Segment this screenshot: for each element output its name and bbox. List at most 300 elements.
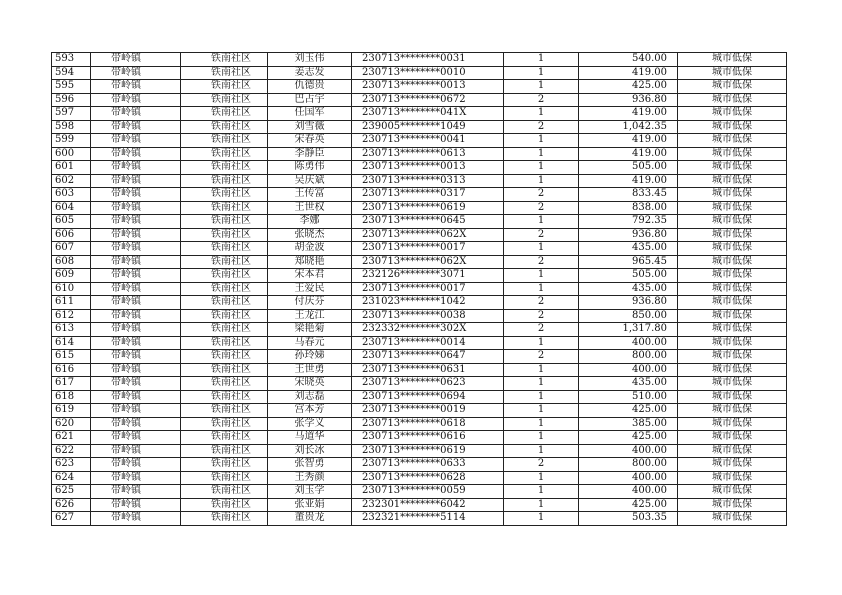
town-cell: 带岭镇: [91, 174, 181, 188]
assistance-type-cell: 城市低保: [678, 174, 787, 188]
row-number: 620: [52, 417, 91, 431]
assistance-type-cell: 城市低保: [678, 228, 787, 242]
amount-cell: 425.00: [579, 498, 678, 512]
assistance-type-cell: 城市低保: [678, 188, 787, 202]
community-cell: 铁南社区: [181, 498, 268, 512]
row-number: 605: [52, 215, 91, 229]
amount-cell: 400.00: [579, 471, 678, 485]
id-number-cell: 230713********0645: [352, 215, 504, 229]
name-cell: 付庆芬: [268, 296, 352, 310]
community-cell: 铁南社区: [181, 390, 268, 404]
row-number: 609: [52, 269, 91, 283]
table-row: [52, 390, 787, 404]
town-cell: 带岭镇: [91, 404, 181, 418]
id-number-cell: 230713********0059: [352, 485, 504, 499]
table-body: [52, 53, 787, 526]
table-row: [52, 485, 787, 499]
name-cell: 刘玉学: [268, 485, 352, 499]
household-count-cell: 2: [504, 188, 579, 202]
amount-cell: 936.80: [579, 296, 678, 310]
table-row: [52, 417, 787, 431]
household-count-cell: 1: [504, 512, 579, 526]
town-cell: 带岭镇: [91, 228, 181, 242]
id-number-cell: 230713********0038: [352, 309, 504, 323]
household-count-cell: 1: [504, 485, 579, 499]
community-cell: 铁南社区: [181, 228, 268, 242]
table-row: [52, 404, 787, 418]
town-cell: 带岭镇: [91, 512, 181, 526]
town-cell: 带岭镇: [91, 201, 181, 215]
household-count-cell: 1: [504, 269, 579, 283]
assistance-type-cell: 城市低保: [678, 269, 787, 283]
table-row: [52, 309, 787, 323]
row-number: 623: [52, 458, 91, 472]
beneficiary-table: [51, 52, 787, 526]
table-row: [52, 93, 787, 107]
name-cell: 王龙江: [268, 309, 352, 323]
community-cell: 铁南社区: [181, 174, 268, 188]
name-cell: 任国军: [268, 107, 352, 121]
community-cell: 铁南社区: [181, 242, 268, 256]
town-cell: 带岭镇: [91, 80, 181, 94]
town-cell: 带岭镇: [91, 134, 181, 148]
amount-cell: 435.00: [579, 242, 678, 256]
amount-cell: 936.80: [579, 93, 678, 107]
table-row: [52, 53, 787, 67]
community-cell: 铁南社区: [181, 282, 268, 296]
community-cell: 铁南社区: [181, 350, 268, 364]
assistance-type-cell: 城市低保: [678, 431, 787, 445]
community-cell: 铁南社区: [181, 336, 268, 350]
town-cell: 带岭镇: [91, 269, 181, 283]
town-cell: 带岭镇: [91, 377, 181, 391]
community-cell: 铁南社区: [181, 309, 268, 323]
table-row: [52, 269, 787, 283]
town-cell: 带岭镇: [91, 350, 181, 364]
town-cell: 带岭镇: [91, 93, 181, 107]
id-number-cell: 230713********0317: [352, 188, 504, 202]
assistance-type-cell: 城市低保: [678, 444, 787, 458]
household-count-cell: 2: [504, 309, 579, 323]
row-number: 599: [52, 134, 91, 148]
id-number-cell: 231023********1042: [352, 296, 504, 310]
amount-cell: 435.00: [579, 282, 678, 296]
household-count-cell: 2: [504, 120, 579, 134]
community-cell: 铁南社区: [181, 512, 268, 526]
row-number: 600: [52, 147, 91, 161]
name-cell: 张亚娟: [268, 498, 352, 512]
table-row: [52, 282, 787, 296]
town-cell: 带岭镇: [91, 336, 181, 350]
row-number: 610: [52, 282, 91, 296]
community-cell: 铁南社区: [181, 201, 268, 215]
household-count-cell: 2: [504, 350, 579, 364]
table-row: [52, 242, 787, 256]
amount-cell: 400.00: [579, 336, 678, 350]
id-number-cell: 230713********0313: [352, 174, 504, 188]
community-cell: 铁南社区: [181, 134, 268, 148]
community-cell: 铁南社区: [181, 458, 268, 472]
name-cell: 仇德贵: [268, 80, 352, 94]
row-number: 606: [52, 228, 91, 242]
community-cell: 铁南社区: [181, 377, 268, 391]
household-count-cell: 1: [504, 417, 579, 431]
assistance-type-cell: 城市低保: [678, 134, 787, 148]
row-number: 593: [52, 53, 91, 67]
name-cell: 孙玲娣: [268, 350, 352, 364]
community-cell: 铁南社区: [181, 120, 268, 134]
amount-cell: 425.00: [579, 431, 678, 445]
household-count-cell: 2: [504, 296, 579, 310]
community-cell: 铁南社区: [181, 93, 268, 107]
town-cell: 带岭镇: [91, 363, 181, 377]
row-number: 617: [52, 377, 91, 391]
household-count-cell: 2: [504, 228, 579, 242]
row-number: 626: [52, 498, 91, 512]
name-cell: 宋春英: [268, 134, 352, 148]
row-number: 596: [52, 93, 91, 107]
table-row: [52, 498, 787, 512]
assistance-type-cell: 城市低保: [678, 377, 787, 391]
amount-cell: 419.00: [579, 107, 678, 121]
household-count-cell: 2: [504, 323, 579, 337]
name-cell: 刘志磊: [268, 390, 352, 404]
id-number-cell: 230713********062X: [352, 255, 504, 269]
id-number-cell: 230713********0628: [352, 471, 504, 485]
town-cell: 带岭镇: [91, 255, 181, 269]
name-cell: 张晓杰: [268, 228, 352, 242]
id-number-cell: 230713********0613: [352, 147, 504, 161]
assistance-type-cell: 城市低保: [678, 66, 787, 80]
community-cell: 铁南社区: [181, 188, 268, 202]
community-cell: 铁南社区: [181, 296, 268, 310]
community-cell: 铁南社区: [181, 255, 268, 269]
household-count-cell: 1: [504, 282, 579, 296]
assistance-type-cell: 城市低保: [678, 498, 787, 512]
row-number: 598: [52, 120, 91, 134]
amount-cell: 400.00: [579, 363, 678, 377]
table-row: [52, 147, 787, 161]
community-cell: 铁南社区: [181, 444, 268, 458]
assistance-type-cell: 城市低保: [678, 53, 787, 67]
table-row: [52, 336, 787, 350]
row-number: 621: [52, 431, 91, 445]
town-cell: 带岭镇: [91, 431, 181, 445]
table-row: [52, 512, 787, 526]
name-cell: 胡金波: [268, 242, 352, 256]
name-cell: 张学义: [268, 417, 352, 431]
assistance-type-cell: 城市低保: [678, 107, 787, 121]
table-row: [52, 215, 787, 229]
name-cell: 姜志发: [268, 66, 352, 80]
table-row: [52, 363, 787, 377]
row-number: 608: [52, 255, 91, 269]
name-cell: 刘雪薇: [268, 120, 352, 134]
row-number: 601: [52, 161, 91, 175]
assistance-type-cell: 城市低保: [678, 363, 787, 377]
town-cell: 带岭镇: [91, 188, 181, 202]
id-number-cell: 232126********3071: [352, 269, 504, 283]
amount-cell: 503.35: [579, 512, 678, 526]
id-number-cell: 230713********062X: [352, 228, 504, 242]
community-cell: 铁南社区: [181, 215, 268, 229]
table-row: [52, 134, 787, 148]
town-cell: 带岭镇: [91, 147, 181, 161]
id-number-cell: 230713********0031: [352, 53, 504, 67]
assistance-type-cell: 城市低保: [678, 458, 787, 472]
amount-cell: 510.00: [579, 390, 678, 404]
household-count-cell: 1: [504, 174, 579, 188]
assistance-type-cell: 城市低保: [678, 471, 787, 485]
community-cell: 铁南社区: [181, 404, 268, 418]
id-number-cell: 232332********302X: [352, 323, 504, 337]
community-cell: 铁南社区: [181, 53, 268, 67]
name-cell: 张智勇: [268, 458, 352, 472]
household-count-cell: 1: [504, 161, 579, 175]
id-number-cell: 230713********0010: [352, 66, 504, 80]
amount-cell: 400.00: [579, 485, 678, 499]
household-count-cell: 1: [504, 107, 579, 121]
assistance-type-cell: 城市低保: [678, 147, 787, 161]
town-cell: 带岭镇: [91, 458, 181, 472]
town-cell: 带岭镇: [91, 242, 181, 256]
table-row: [52, 471, 787, 485]
amount-cell: 400.00: [579, 444, 678, 458]
row-number: 618: [52, 390, 91, 404]
row-number: 603: [52, 188, 91, 202]
assistance-type-cell: 城市低保: [678, 404, 787, 418]
household-count-cell: 2: [504, 458, 579, 472]
town-cell: 带岭镇: [91, 323, 181, 337]
household-count-cell: 1: [504, 390, 579, 404]
town-cell: 带岭镇: [91, 120, 181, 134]
community-cell: 铁南社区: [181, 417, 268, 431]
town-cell: 带岭镇: [91, 390, 181, 404]
household-count-cell: 2: [504, 93, 579, 107]
id-number-cell: 230713********0013: [352, 80, 504, 94]
town-cell: 带岭镇: [91, 53, 181, 67]
assistance-type-cell: 城市低保: [678, 120, 787, 134]
name-cell: 王爱民: [268, 282, 352, 296]
id-number-cell: 230713********0694: [352, 390, 504, 404]
row-number: 624: [52, 471, 91, 485]
household-count-cell: 1: [504, 363, 579, 377]
name-cell: 宫本芳: [268, 404, 352, 418]
household-count-cell: 1: [504, 404, 579, 418]
id-number-cell: 232321********5114: [352, 512, 504, 526]
id-number-cell: 230713********0019: [352, 404, 504, 418]
table-row: [52, 66, 787, 80]
row-number: 619: [52, 404, 91, 418]
row-number: 594: [52, 66, 91, 80]
id-number-cell: 239005********1049: [352, 120, 504, 134]
name-cell: 刘长冰: [268, 444, 352, 458]
name-cell: 马道华: [268, 431, 352, 445]
household-count-cell: 1: [504, 215, 579, 229]
household-count-cell: 1: [504, 66, 579, 80]
amount-cell: 505.00: [579, 161, 678, 175]
assistance-type-cell: 城市低保: [678, 93, 787, 107]
town-cell: 带岭镇: [91, 215, 181, 229]
community-cell: 铁南社区: [181, 147, 268, 161]
name-cell: 李静臣: [268, 147, 352, 161]
amount-cell: 419.00: [579, 134, 678, 148]
assistance-type-cell: 城市低保: [678, 201, 787, 215]
amount-cell: 965.45: [579, 255, 678, 269]
row-number: 597: [52, 107, 91, 121]
assistance-type-cell: 城市低保: [678, 336, 787, 350]
id-number-cell: 230713********0619: [352, 444, 504, 458]
table-row: [52, 188, 787, 202]
name-cell: 宋本君: [268, 269, 352, 283]
table-row: [52, 350, 787, 364]
household-count-cell: 1: [504, 147, 579, 161]
table-row: [52, 107, 787, 121]
id-number-cell: 232301********6042: [352, 498, 504, 512]
community-cell: 铁南社区: [181, 66, 268, 80]
name-cell: 王世权: [268, 201, 352, 215]
community-cell: 铁南社区: [181, 80, 268, 94]
assistance-type-cell: 城市低保: [678, 417, 787, 431]
row-number: 602: [52, 174, 91, 188]
name-cell: 王秀颜: [268, 471, 352, 485]
row-number: 595: [52, 80, 91, 94]
assistance-type-cell: 城市低保: [678, 485, 787, 499]
amount-cell: 792.35: [579, 215, 678, 229]
row-number: 622: [52, 444, 91, 458]
assistance-type-cell: 城市低保: [678, 350, 787, 364]
table-row: [52, 120, 787, 134]
community-cell: 铁南社区: [181, 161, 268, 175]
row-number: 607: [52, 242, 91, 256]
community-cell: 铁南社区: [181, 485, 268, 499]
id-number-cell: 230713********0633: [352, 458, 504, 472]
table-row: [52, 323, 787, 337]
assistance-type-cell: 城市低保: [678, 390, 787, 404]
amount-cell: 800.00: [579, 458, 678, 472]
id-number-cell: 230713********0013: [352, 161, 504, 175]
amount-cell: 838.00: [579, 201, 678, 215]
town-cell: 带岭镇: [91, 161, 181, 175]
id-number-cell: 230713********0017: [352, 282, 504, 296]
amount-cell: 936.80: [579, 228, 678, 242]
name-cell: 王传富: [268, 188, 352, 202]
community-cell: 铁南社区: [181, 107, 268, 121]
name-cell: 梁艳菊: [268, 323, 352, 337]
town-cell: 带岭镇: [91, 471, 181, 485]
table-row: [52, 431, 787, 445]
row-number: 612: [52, 309, 91, 323]
assistance-type-cell: 城市低保: [678, 309, 787, 323]
amount-cell: 425.00: [579, 404, 678, 418]
amount-cell: 540.00: [579, 53, 678, 67]
town-cell: 带岭镇: [91, 66, 181, 80]
assistance-type-cell: 城市低保: [678, 255, 787, 269]
household-count-cell: 1: [504, 498, 579, 512]
community-cell: 铁南社区: [181, 431, 268, 445]
name-cell: 宋晓英: [268, 377, 352, 391]
id-number-cell: 230713********0672: [352, 93, 504, 107]
table-row: [52, 296, 787, 310]
household-count-cell: 1: [504, 431, 579, 445]
id-number-cell: 230713********0619: [352, 201, 504, 215]
household-count-cell: 1: [504, 53, 579, 67]
household-count-cell: 2: [504, 201, 579, 215]
community-cell: 铁南社区: [181, 323, 268, 337]
community-cell: 铁南社区: [181, 471, 268, 485]
assistance-type-cell: 城市低保: [678, 215, 787, 229]
assistance-type-cell: 城市低保: [678, 80, 787, 94]
assistance-type-cell: 城市低保: [678, 512, 787, 526]
table-row: [52, 458, 787, 472]
household-count-cell: 1: [504, 242, 579, 256]
amount-cell: 833.45: [579, 188, 678, 202]
row-number: 615: [52, 350, 91, 364]
amount-cell: 419.00: [579, 66, 678, 80]
amount-cell: 505.00: [579, 269, 678, 283]
amount-cell: 1,317.80: [579, 323, 678, 337]
table-row: [52, 255, 787, 269]
assistance-type-cell: 城市低保: [678, 161, 787, 175]
town-cell: 带岭镇: [91, 309, 181, 323]
community-cell: 铁南社区: [181, 363, 268, 377]
community-cell: 铁南社区: [181, 269, 268, 283]
amount-cell: 425.00: [579, 80, 678, 94]
table-row: [52, 201, 787, 215]
household-count-cell: 1: [504, 80, 579, 94]
assistance-type-cell: 城市低保: [678, 242, 787, 256]
name-cell: 董贵龙: [268, 512, 352, 526]
household-count-cell: 1: [504, 377, 579, 391]
id-number-cell: 230713********0623: [352, 377, 504, 391]
id-number-cell: 230713********0014: [352, 336, 504, 350]
amount-cell: 1,042.35: [579, 120, 678, 134]
name-cell: 马春元: [268, 336, 352, 350]
row-number: 616: [52, 363, 91, 377]
row-number: 614: [52, 336, 91, 350]
name-cell: 刘玉伟: [268, 53, 352, 67]
row-number: 625: [52, 485, 91, 499]
id-number-cell: 230713********041X: [352, 107, 504, 121]
row-number: 627: [52, 512, 91, 526]
town-cell: 带岭镇: [91, 444, 181, 458]
town-cell: 带岭镇: [91, 107, 181, 121]
id-number-cell: 230713********0631: [352, 363, 504, 377]
amount-cell: 800.00: [579, 350, 678, 364]
household-count-cell: 1: [504, 471, 579, 485]
amount-cell: 385.00: [579, 417, 678, 431]
row-number: 611: [52, 296, 91, 310]
assistance-type-cell: 城市低保: [678, 296, 787, 310]
table-row: [52, 444, 787, 458]
household-count-cell: 1: [504, 134, 579, 148]
table-row: [52, 80, 787, 94]
amount-cell: 435.00: [579, 377, 678, 391]
id-number-cell: 230713********0618: [352, 417, 504, 431]
table-row: [52, 228, 787, 242]
row-number: 604: [52, 201, 91, 215]
name-cell: 郑晓艳: [268, 255, 352, 269]
table-row: [52, 161, 787, 175]
table-row: [52, 377, 787, 391]
row-number: 613: [52, 323, 91, 337]
id-number-cell: 230713********0616: [352, 431, 504, 445]
town-cell: 带岭镇: [91, 485, 181, 499]
household-count-cell: 2: [504, 255, 579, 269]
name-cell: 巴占宇: [268, 93, 352, 107]
amount-cell: 419.00: [579, 174, 678, 188]
town-cell: 带岭镇: [91, 498, 181, 512]
